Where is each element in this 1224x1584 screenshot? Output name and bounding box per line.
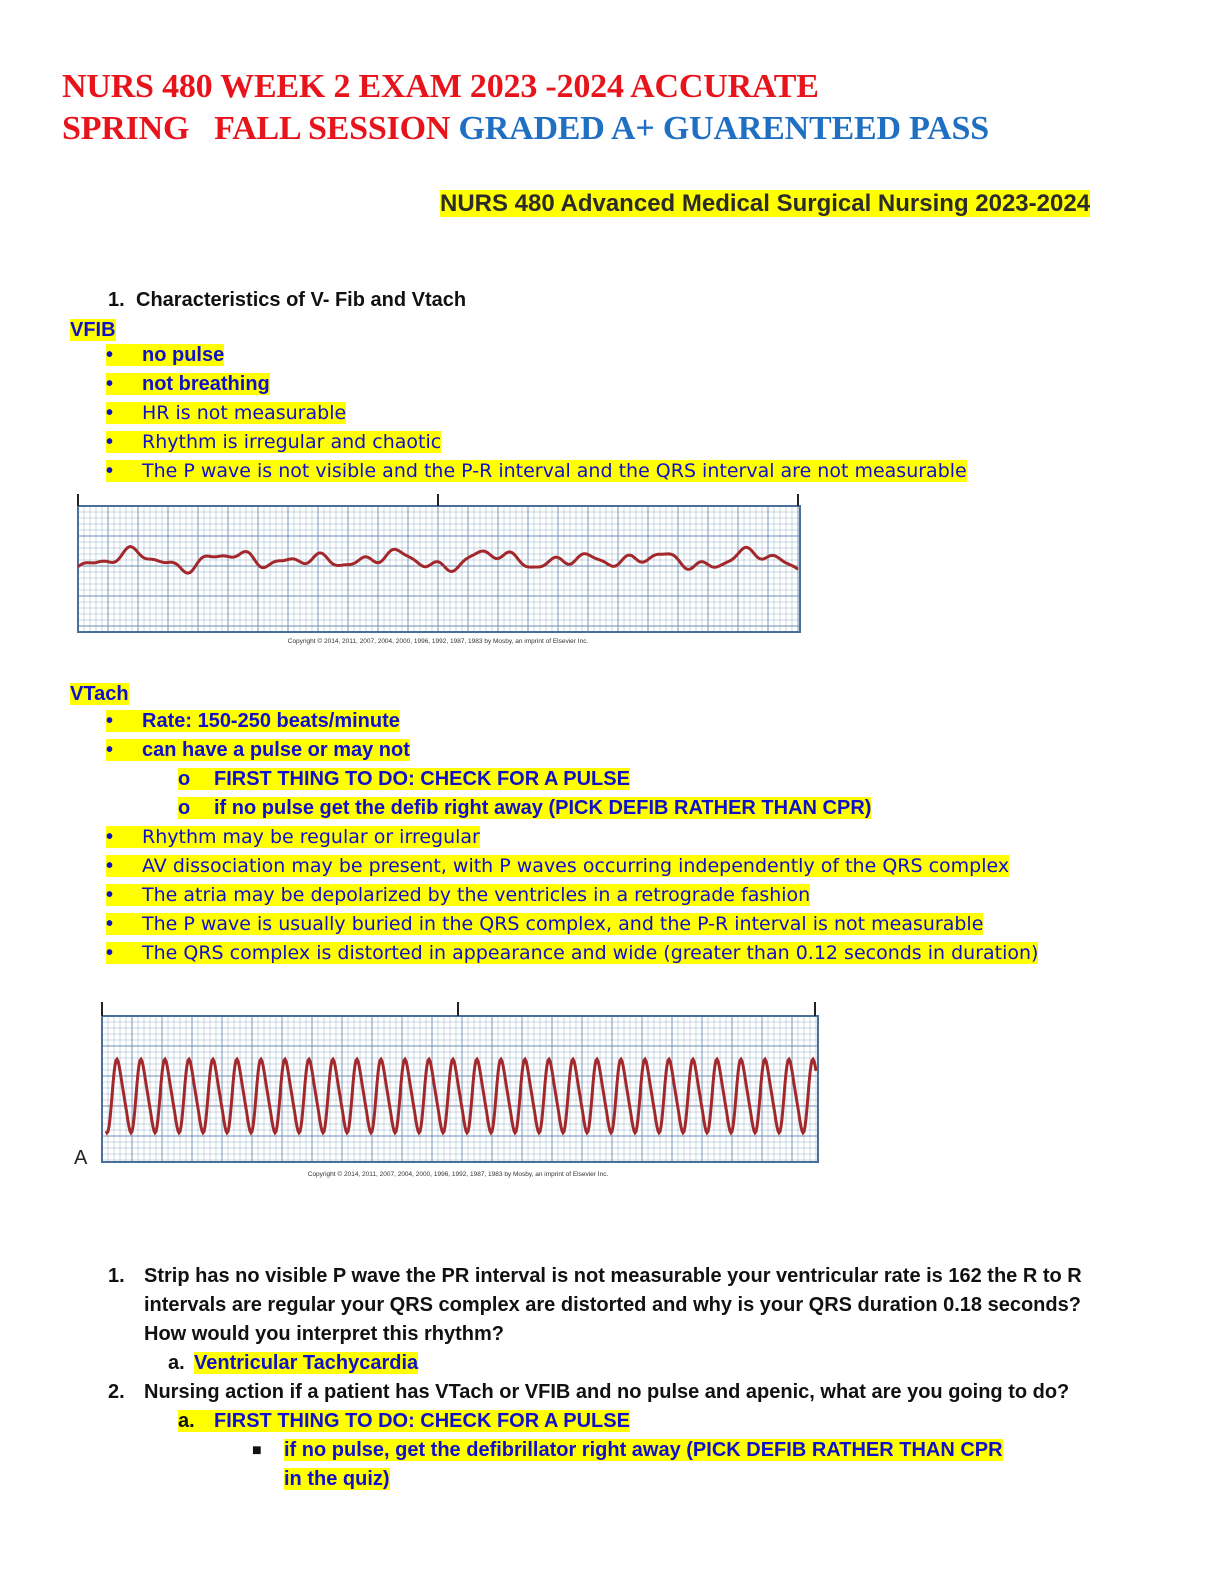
vtach-label: VTach	[70, 683, 129, 705]
list-item: o FIRST THING TO DO: CHECK FOR A PULSE	[178, 768, 630, 790]
vfib-strip-caption: Copyright © 2014, 2011, 2007, 2004, 2000, 1996, 1992, 1987, 1983 by Mosby, an imprint of Elsevier Inc.	[287, 638, 589, 645]
list-item: • The atria may be depolarized by the ventricles in a retrograde fashion	[106, 884, 811, 906]
vtach-bullet-list	[106, 708, 1038, 969]
list-item: • HR is not measurable	[106, 402, 347, 424]
vtach-ecg-strip	[70, 996, 830, 1182]
list-item: • The P wave is usually buried in the QRS complex, and the P-R interval is not measurable	[106, 913, 984, 935]
list-item: o if no pulse get the defib right away (PICK DEFIB RATHER THAN CPR)	[178, 797, 872, 819]
section-heading	[108, 288, 466, 312]
vtach-ecg-trace	[106, 1059, 816, 1133]
vfib-ecg-figure	[70, 490, 810, 650]
strip-letter: A	[74, 1147, 88, 1169]
vfib-label: VFIB	[70, 319, 116, 341]
title-line-1: NURS 480 WEEK 2 EXAM 2023 -2024 ACCURATE	[62, 68, 819, 105]
title-line-2-red: SPRING FALL SESSION	[62, 110, 459, 147]
section-heading-text: Characteristics of V- Fib and Vtach	[136, 289, 467, 311]
vtach-strip-caption: Copyright © 2014, 2011, 2007, 2004, 2000, 1996, 1992, 1987, 1983 by Mosby, an imprint of Elsevier Inc.	[307, 1171, 609, 1178]
list-item: • Rhythm is irregular and chaotic	[106, 431, 442, 453]
sub-answer: ■ if no pulse, get the defibrillator right away (PICK DEFIB RATHER THAN CPR in the quiz)	[252, 1439, 1003, 1490]
list-item: • The P wave is not visible and the P-R interval and the QRS interval are not measurable	[106, 460, 967, 482]
question-text: 1. Strip has no visible P wave the PR interval is not measurable your ventricular rate is 162 the R to R intervals are regular your QRS complex are distorted and why is your QRS duration 0.18 seconds? How would you interpret this rhythm?	[108, 1265, 1082, 1345]
list-item: • The QRS complex is distorted in appearance and wide (greater than 0.12 seconds in duration)	[106, 942, 1039, 964]
section-heading-number: 1.	[108, 289, 125, 311]
title-line-2-blue: GRADED A+ GUARENTEED PASS	[458, 110, 989, 147]
list-item: • not breathing	[106, 373, 270, 395]
question-item	[108, 1262, 1108, 1378]
vfib-ecg-strip	[70, 490, 810, 650]
question-item	[108, 1378, 1108, 1494]
question-list	[108, 1262, 1108, 1494]
list-item: • can have a pulse or may not	[106, 739, 410, 761]
vtach-ecg-figure	[70, 996, 830, 1182]
title-line-2	[62, 108, 989, 150]
question-text: 2. Nursing action if a patient has VTach or VFIB and no pulse and apenic, what are you going to do?	[108, 1381, 1070, 1403]
vfib-bullet-list	[106, 342, 967, 487]
list-item: • Rate: 150-250 beats/minute	[106, 710, 400, 732]
course-subtitle: NURS 480 Advanced Medical Surgical Nursing 2023-2024	[440, 190, 1091, 217]
list-item: • AV dissociation may be present, with P waves occurring independently of the QRS complex	[106, 855, 1010, 877]
answer: a. Ventricular Tachycardia	[168, 1352, 419, 1374]
answer: a. FIRST THING TO DO: CHECK FOR A PULSE	[178, 1410, 630, 1432]
list-item: • Rhythm may be regular or irregular	[106, 826, 480, 848]
document-title	[62, 66, 989, 150]
list-item: • no pulse	[106, 344, 225, 366]
